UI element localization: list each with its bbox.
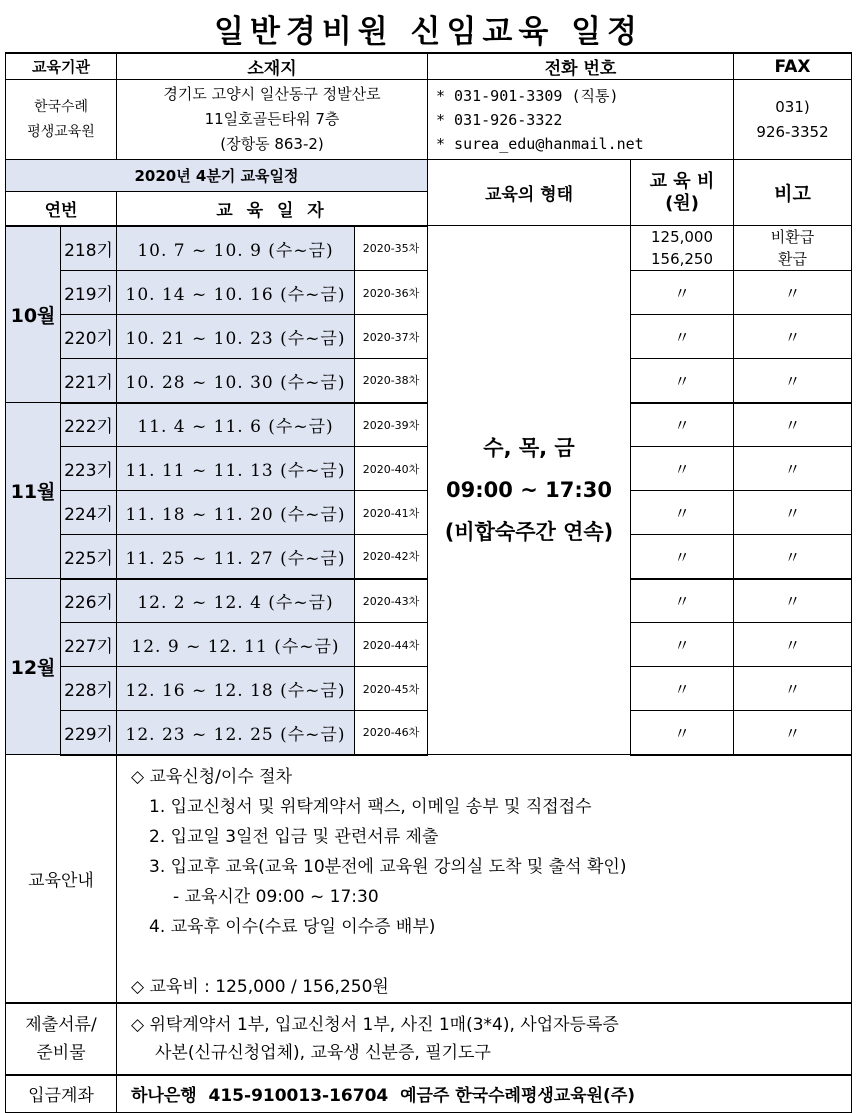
fee-ditto: 〃 xyxy=(631,403,734,447)
course-dates: 12. 16 ~ 12. 18 (수~금) xyxy=(117,667,355,711)
header-address: 소재지 xyxy=(117,53,428,80)
header-type: 교육의 형태 xyxy=(428,160,631,226)
guide-fee: ◇ 교육비 : 125,000 / 156,250원 xyxy=(131,976,389,997)
note-ditto: 〃 xyxy=(734,623,852,667)
note-ditto: 〃 xyxy=(734,579,852,623)
course-dates: 10. 14 ~ 10. 16 (수~금) xyxy=(117,271,355,315)
guide-content xyxy=(117,755,852,1003)
fee-ditto: 〃 xyxy=(631,711,734,755)
note-ditto: 〃 xyxy=(734,403,852,447)
fee-ditto: 〃 xyxy=(631,315,734,359)
phone-direct: * 031-901-3309 (직통) xyxy=(436,86,619,105)
guide-heading: ◇ 교육신청/이수 절차 xyxy=(131,766,292,787)
course-code: 2020-36차 xyxy=(355,271,428,315)
fee-first: 125,000 156,250 xyxy=(631,226,734,271)
note-ditto: 〃 xyxy=(734,447,852,491)
term: 229기 xyxy=(61,711,117,755)
documents-label: 제출서류/ 준비물 xyxy=(6,1003,117,1075)
course-code: 2020-40차 xyxy=(355,447,428,491)
account-value: 하나은행 415-910013-16704 예금주 한국수례평생교육원(주) xyxy=(117,1075,852,1113)
format-note: (비합숙주간 연속) xyxy=(444,520,614,544)
term: 224기 xyxy=(61,491,117,535)
course-dates: 12. 2 ~ 12. 4 (수~금) xyxy=(117,579,355,623)
org-name: 한국수례 평생교육원 xyxy=(6,80,117,160)
note-ditto: 〃 xyxy=(734,535,852,579)
term: 223기 xyxy=(61,447,117,491)
course-dates: 11. 18 ~ 11. 20 (수~금) xyxy=(117,491,355,535)
course-code: 2020-43차 xyxy=(355,579,428,623)
term: 227기 xyxy=(61,623,117,667)
term: 219기 xyxy=(61,271,117,315)
note-ditto: 〃 xyxy=(734,667,852,711)
fee-ditto: 〃 xyxy=(631,623,734,667)
phone-contacts xyxy=(428,80,734,160)
term: 225기 xyxy=(61,535,117,579)
address: 경기도 고양시 일산동구 정발산로 11일호골든타워 7층 (장항동 863-2) xyxy=(117,80,428,160)
documents-line: 사본(신규신청업체), 교육생 신분증, 필기도구 xyxy=(155,1042,491,1063)
header-phone: 전화 번호 xyxy=(428,53,734,80)
course-dates: 10. 7 ~ 10. 9 (수~금) xyxy=(117,226,355,271)
guide-step: 1. 입교신청서 및 위탁계약서 팩스, 이메일 송부 및 직접접수 xyxy=(149,796,592,817)
note-ditto: 〃 xyxy=(734,359,852,403)
header-org: 교육기관 xyxy=(6,53,117,80)
header-year: 연번 xyxy=(6,192,117,226)
guide-step: 3. 입교후 교육(교육 10분전에 교육원 강의실 도착 및 출석 확인) xyxy=(149,856,627,877)
course-dates: 10. 21 ~ 10. 23 (수~금) xyxy=(117,315,355,359)
education-format xyxy=(428,226,631,755)
course-dates: 11. 25 ~ 11. 27 (수~금) xyxy=(117,535,355,579)
course-dates: 12. 23 ~ 12. 25 (수~금) xyxy=(117,711,355,755)
term: 228기 xyxy=(61,667,117,711)
header-fee: 교 육 비 (원) xyxy=(631,160,734,226)
course-dates: 11. 11 ~ 11. 13 (수~금) xyxy=(117,447,355,491)
quarter-title: 2020년 4분기 교육일정 xyxy=(6,160,428,192)
phone-main: * 031-926-3322 xyxy=(436,110,563,129)
month-december: 12월 xyxy=(6,579,61,755)
course-code: 2020-42차 xyxy=(355,535,428,579)
course-code: 2020-44차 xyxy=(355,623,428,667)
documents-line: ◇ 위탁계약서 1부, 입교신청서 1부, 사진 1매(3*4), 사업자등록증 xyxy=(131,1014,619,1035)
note-ditto: 〃 xyxy=(734,271,852,315)
term: 221기 xyxy=(61,359,117,403)
course-code: 2020-41차 xyxy=(355,491,428,535)
fee-ditto: 〃 xyxy=(631,535,734,579)
format-time: 09:00 ~ 17:30 xyxy=(446,478,612,502)
term: 218기 xyxy=(61,226,117,271)
header-fax: FAX xyxy=(734,53,852,80)
header-note: 비고 xyxy=(734,160,852,226)
note-ditto: 〃 xyxy=(734,491,852,535)
term: 220기 xyxy=(61,315,117,359)
note-ditto: 〃 xyxy=(734,315,852,359)
fax-number: 031) 926-3352 xyxy=(734,80,852,160)
fee-ditto: 〃 xyxy=(631,667,734,711)
documents-content xyxy=(117,1003,852,1075)
fee-ditto: 〃 xyxy=(631,579,734,623)
course-dates: 11. 4 ~ 11. 6 (수~금) xyxy=(117,403,355,447)
course-dates: 12. 9 ~ 12. 11 (수~금) xyxy=(117,623,355,667)
month-october: 10월 xyxy=(6,226,61,403)
guide-step: 4. 교육후 이수(수료 당일 이수증 배부) xyxy=(149,916,436,937)
course-code: 2020-35차 xyxy=(355,226,428,271)
course-code: 2020-39차 xyxy=(355,403,428,447)
term: 226기 xyxy=(61,579,117,623)
fee-ditto: 〃 xyxy=(631,491,734,535)
note-ditto: 〃 xyxy=(734,711,852,755)
course-code: 2020-37차 xyxy=(355,315,428,359)
format-days: 수, 목, 금 xyxy=(483,436,575,460)
course-code: 2020-46차 xyxy=(355,711,428,755)
fee-ditto: 〃 xyxy=(631,447,734,491)
page-title: 일반경비원 신임교육 일정 xyxy=(0,6,857,51)
guide-substep: - 교육시간 09:00 ~ 17:30 xyxy=(173,886,379,907)
header-dates: 교 육 일 자 xyxy=(117,192,428,226)
email: * surea_edu@hanmail.net xyxy=(436,134,644,153)
month-november: 11월 xyxy=(6,403,61,579)
account-label: 입금계좌 xyxy=(6,1075,117,1113)
note-first: 비환급 환급 xyxy=(734,226,852,271)
fee-ditto: 〃 xyxy=(631,271,734,315)
fee-ditto: 〃 xyxy=(631,359,734,403)
course-code: 2020-45차 xyxy=(355,667,428,711)
course-code: 2020-38차 xyxy=(355,359,428,403)
guide-step: 2. 입교일 3일전 입금 및 관련서류 제출 xyxy=(149,826,439,847)
term: 222기 xyxy=(61,403,117,447)
guide-label: 교육안내 xyxy=(6,755,117,1003)
schedule-table xyxy=(5,52,852,1113)
course-dates: 10. 28 ~ 10. 30 (수~금) xyxy=(117,359,355,403)
